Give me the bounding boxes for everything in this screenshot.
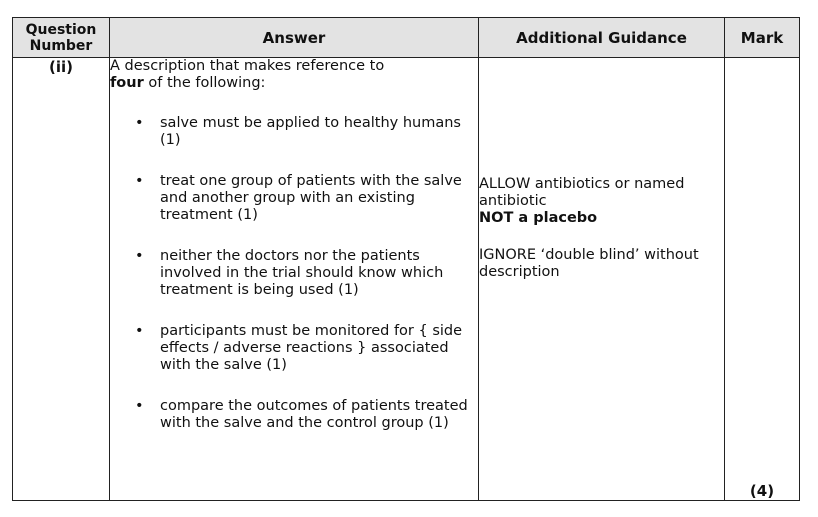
answer-bullet-list — [110, 115, 478, 432]
header-answer: Answer — [110, 18, 479, 58]
bullet-point — [110, 248, 478, 299]
header-row — [13, 18, 800, 58]
intro-tail: of the following: — [143, 75, 266, 91]
mark-scheme-table — [12, 17, 800, 501]
guidance-not — [479, 210, 724, 227]
bullet-text: participants must be monitored for { side effects / adverse reactions } associated with the salve (1) — [160, 323, 463, 373]
bullet-point — [110, 115, 478, 149]
guidance-allow-block — [479, 176, 724, 227]
mark-cell — [725, 58, 800, 501]
intro-text: A description that makes reference to — [110, 58, 385, 74]
header-mark: Mark — [725, 18, 800, 58]
question-number-cell: (ii) — [13, 58, 110, 501]
bullet-point — [110, 323, 478, 374]
bullet-text: salve must be applied to healthy humans (1) — [160, 115, 461, 148]
bullet-icon: • — [135, 115, 144, 131]
answer-row — [13, 58, 800, 501]
bullet-text: compare the outcomes of patients treated with the salve and the control group (1) — [160, 398, 468, 431]
bullet-icon: • — [135, 173, 144, 189]
bullet-icon: • — [135, 398, 144, 414]
guidance-ignore: IGNORE ‘double blind’ without description — [479, 247, 699, 280]
mark-value: (4) — [749, 482, 775, 500]
bullet-text: neither the doctors nor the patients involved in the trial should know which treatment is being used (1) — [160, 248, 444, 298]
intro-bold: four — [110, 75, 144, 91]
bullet-icon: • — [135, 323, 144, 339]
header-question-number: Question Number — [13, 18, 110, 58]
bullet-icon: • — [135, 248, 144, 264]
bullet-text: treat one group of patients with the salve and another group with an existing treatment (1) — [160, 173, 462, 223]
guidance-not-text: NOT a placebo — [479, 210, 598, 226]
bullet-point — [110, 173, 478, 224]
answer-cell — [110, 58, 479, 501]
guidance-cell — [479, 58, 725, 501]
bullet-point — [110, 398, 478, 432]
answer-intro — [110, 58, 478, 92]
header-guidance: Additional Guidance — [479, 18, 725, 58]
guidance-allow: ALLOW antibiotics or named antibiotic — [479, 176, 685, 209]
